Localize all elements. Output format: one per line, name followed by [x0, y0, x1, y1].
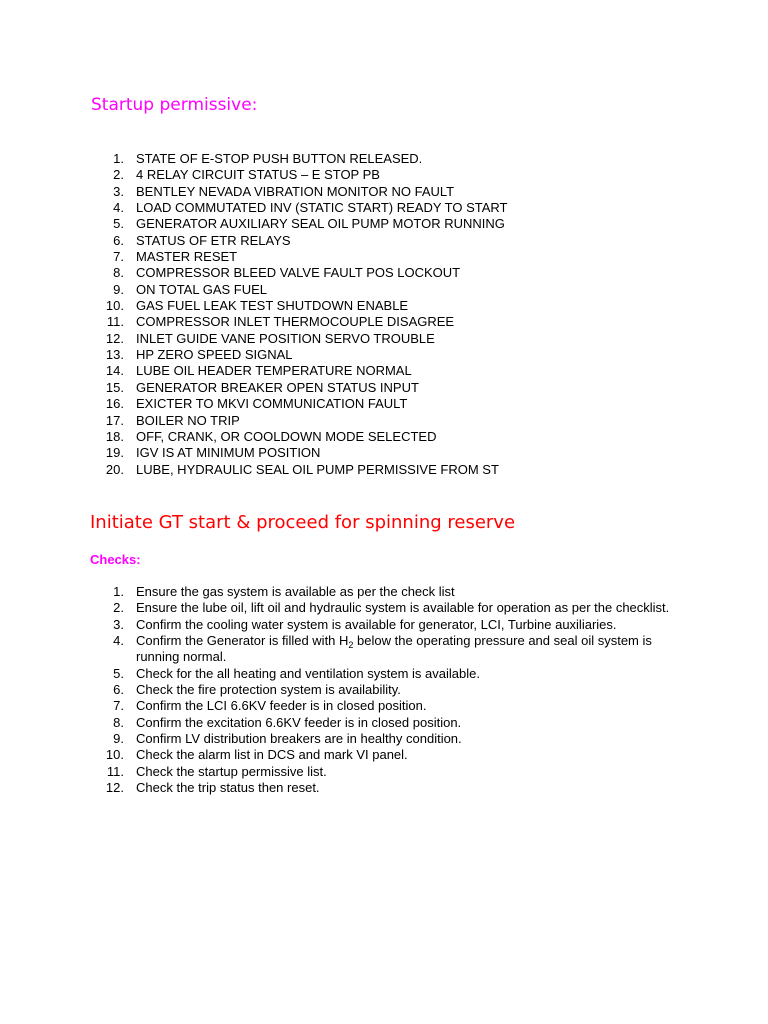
list-item-text: Check the trip status then reset. — [136, 780, 320, 796]
list-number: 12. — [105, 780, 124, 796]
list-item-text: Check the alarm list in DCS and mark VI panel. — [136, 747, 408, 763]
list-item-text: Check the startup permissive list. — [136, 763, 327, 779]
list-number: 18. — [105, 428, 124, 444]
startup-permissive-item — [0, 462, 676, 478]
list-item-text: LUBE, HYDRAULIC SEAL OIL PUMP PERMISSIVE FROM ST — [136, 461, 499, 477]
list-item-text: GENERATOR BREAKER OPEN STATUS INPUT — [136, 379, 419, 395]
check-item — [0, 633, 676, 666]
check-item — [0, 747, 676, 763]
list-item-text: Ensure the lube oil, lift oil and hydraulic system is available for operation as per the checklist. — [136, 600, 670, 616]
startup-permissive-item — [0, 396, 676, 412]
startup-permissive-item — [0, 233, 676, 249]
list-item-text: LUBE OIL HEADER TEMPERATURE NORMAL — [136, 363, 412, 379]
startup-permissive-item — [0, 282, 676, 298]
list-item-text: Confirm the excitation 6.6KV feeder is in closed position. — [136, 714, 462, 730]
startup-permissive-item — [0, 298, 676, 314]
list-number: 2. — [113, 167, 124, 183]
list-number: 4. — [113, 200, 124, 216]
list-item-text: Confirm LV distribution breakers are in healthy condition. — [136, 731, 462, 747]
startup-permissive-heading: Startup permissive: — [91, 95, 258, 115]
list-number: 10. — [105, 298, 124, 314]
list-number: 7. — [113, 698, 124, 714]
initiate-gt-start-heading: Initiate GT start & proceed for spinning reserve — [90, 512, 516, 533]
list-number: 12. — [105, 330, 124, 346]
startup-permissive-item — [0, 200, 676, 216]
startup-permissive-item — [0, 347, 676, 363]
startup-permissive-list — [0, 151, 676, 478]
startup-permissive-item — [0, 184, 676, 200]
check-item — [0, 584, 676, 600]
list-number: 8. — [113, 714, 124, 730]
startup-permissive-item — [0, 363, 676, 379]
startup-permissive-item — [0, 445, 676, 461]
list-item-text: STATUS OF ETR RELAYS — [136, 232, 291, 248]
list-item-text: 4 RELAY CIRCUIT STATUS – E STOP PB — [136, 167, 380, 183]
list-number: 11. — [106, 314, 124, 330]
list-item-text: COMPRESSOR BLEED VALVE FAULT POS LOCKOUT — [136, 265, 461, 281]
list-item-text: BOILER NO TRIP — [136, 412, 240, 428]
list-item-text: EXICTER TO MKVI COMMUNICATION FAULT — [136, 396, 408, 412]
list-number: 5. — [113, 216, 124, 232]
list-item-text: GAS FUEL LEAK TEST SHUTDOWN ENABLE — [136, 298, 409, 314]
check-item — [0, 764, 676, 780]
list-number: 20. — [105, 461, 124, 477]
list-item-text: Check for the all heating and ventilation system is available. — [136, 665, 480, 681]
list-number: 5. — [113, 665, 124, 681]
list-item-text: HP ZERO SPEED SIGNAL — [136, 347, 293, 363]
list-number: 15. — [105, 379, 124, 395]
checks-list — [0, 584, 676, 796]
startup-permissive-item — [0, 216, 676, 232]
list-number: 9. — [113, 731, 124, 747]
check-item — [0, 617, 676, 633]
list-item-text — [136, 633, 676, 666]
list-number: 3. — [113, 183, 124, 199]
check-item — [0, 780, 676, 796]
list-number: 11. — [106, 763, 124, 779]
list-number: 19. — [105, 445, 124, 461]
list-number: 1. — [113, 584, 124, 599]
startup-permissive-item — [0, 413, 676, 429]
startup-permissive-item — [0, 331, 676, 347]
startup-permissive-item — [0, 151, 676, 167]
startup-permissive-item — [0, 167, 676, 183]
list-item-text: Confirm the cooling water system is available for generator, LCI, Turbine auxiliaries. — [136, 616, 617, 632]
check-item — [0, 682, 676, 698]
startup-permissive-item — [0, 429, 676, 445]
list-item-text: OFF, CRANK, OR COOLDOWN MODE SELECTED — [136, 428, 437, 444]
subscript: 2 — [348, 640, 354, 651]
list-item-text: BENTLEY NEVADA VIBRATION MONITOR NO FAULT — [136, 183, 455, 199]
list-item-text: LOAD COMMUTATED INV (STATIC START) READY TO START — [136, 200, 508, 216]
list-number: 10. — [105, 747, 124, 763]
list-item-text: ON TOTAL GAS FUEL — [136, 281, 267, 297]
startup-permissive-item — [0, 265, 676, 281]
list-item-text: MASTER RESET — [136, 249, 238, 265]
list-number: 16. — [105, 396, 124, 412]
list-item-text: STATE OF E-STOP PUSH BUTTON RELEASED. — [136, 151, 423, 166]
startup-permissive-item — [0, 314, 676, 330]
list-number: 14. — [105, 363, 124, 379]
check-item — [0, 600, 676, 616]
checks-heading: Checks: — [90, 552, 141, 567]
list-item-text: Confirm the LCI 6.6KV feeder is in closed position. — [136, 698, 427, 714]
check-item — [0, 715, 676, 731]
check-item — [0, 731, 676, 747]
list-number: 1. — [113, 151, 124, 166]
list-number: 6. — [113, 232, 124, 248]
list-item-text-part: Confirm the Generator is filled with H — [136, 633, 349, 649]
list-item-text: Check the fire protection system is availability. — [136, 682, 401, 698]
check-item — [0, 698, 676, 714]
list-number: 8. — [113, 265, 124, 281]
list-number: 3. — [113, 616, 124, 632]
list-item-text-part: below the operating pressure and seal oil system is running normal. — [136, 633, 652, 665]
list-number: 4. — [113, 633, 124, 649]
list-number: 17. — [105, 412, 124, 428]
list-number: 2. — [113, 600, 124, 616]
list-number: 9. — [113, 281, 124, 297]
list-item-text: IGV IS AT MINIMUM POSITION — [136, 445, 321, 461]
startup-permissive-item — [0, 249, 676, 265]
startup-permissive-item — [0, 380, 676, 396]
list-item-text: INLET GUIDE VANE POSITION SERVO TROUBLE — [136, 330, 435, 346]
list-number: 6. — [113, 682, 124, 698]
list-item-text: COMPRESSOR INLET THERMOCOUPLE DISAGREE — [136, 314, 455, 330]
list-number: 13. — [105, 347, 124, 363]
check-item — [0, 666, 676, 682]
list-item-text: Ensure the gas system is available as per the check list — [136, 584, 455, 599]
list-item-text: GENERATOR AUXILIARY SEAL OIL PUMP MOTOR RUNNING — [136, 216, 505, 232]
list-number: 7. — [113, 249, 124, 265]
